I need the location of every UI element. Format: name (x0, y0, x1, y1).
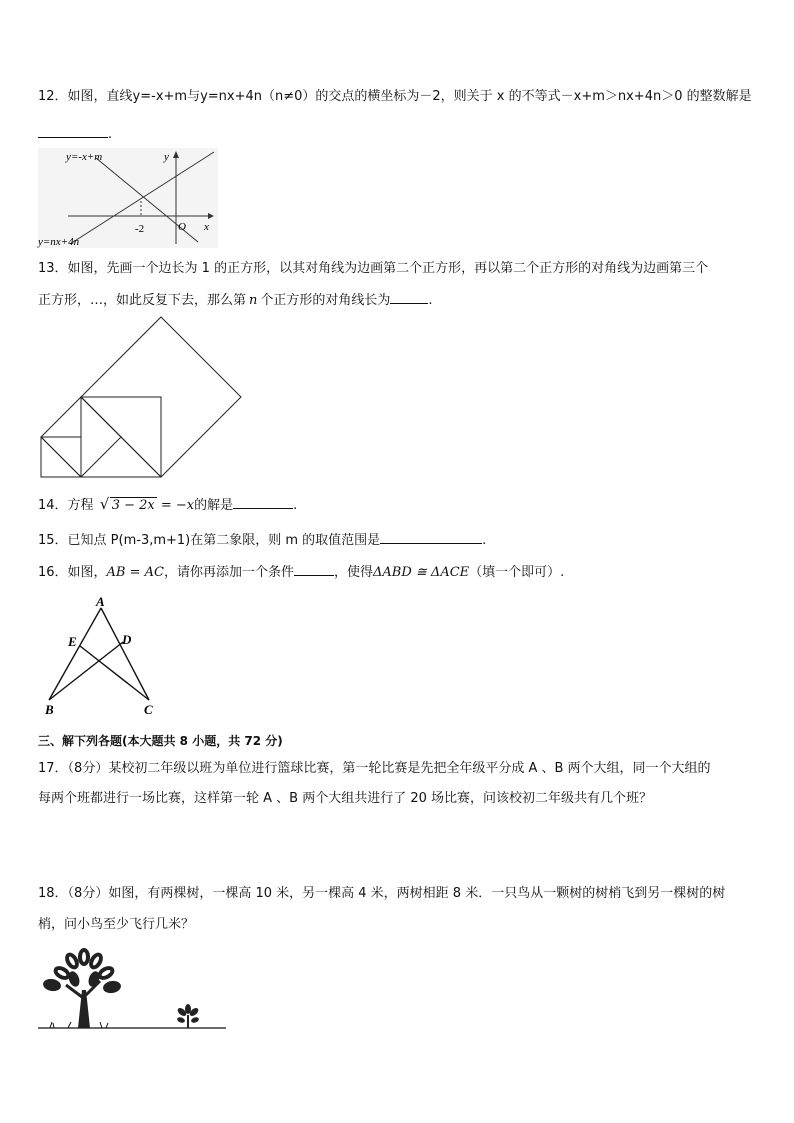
q18-tall-tree (42, 948, 122, 1028)
q16-suffix: （填一个即可）. (469, 565, 565, 580)
q12-period: . (108, 127, 113, 142)
q15-period: . (482, 533, 487, 548)
q13-figure (38, 326, 243, 476)
q13-answer-blank[interactable] (390, 290, 428, 304)
q14-period: . (293, 498, 298, 513)
q12-label-line1: y=-x+m (66, 151, 103, 163)
q12-label-tick: -2 (135, 223, 145, 235)
q17-line2: 每两个班都进行一场比赛，这样第一轮 A 、B 两个大组共进行了 20 场比赛，问该校初二年级共有几个班？ (38, 791, 653, 806)
q18-line2: 梢，问小鸟至少飞行几米？ (38, 917, 195, 932)
q18-figure (38, 945, 228, 1035)
q14-equation-rhs: = −x (160, 498, 195, 513)
q12-line1: 12．如图，直线y=-x+m与y=nx+4n（n≠0）的交点的横坐标为－2，则关于 x 的不等式－x+m＞nx+4n＞0 的整数解是 (38, 89, 752, 104)
q16-label-a: A (96, 594, 105, 609)
q14-sqrt (100, 497, 157, 515)
q17-line1: 17．（8分）某校初二年级以班为单位进行篮球比赛，第一轮比赛是先把全年级平分成 A 、B 两个大组，同一个大组的 (38, 761, 711, 776)
q13-line1: 13．如图，先画一个边长为 1 的正方形，以其对角线为边画第二个正方形，再以第二个正方形的对角线为边画第三个 (38, 261, 709, 276)
q13-var-n: n (249, 293, 258, 308)
q12-answer-line (38, 124, 112, 144)
q14-line (38, 495, 297, 515)
q15-text: 15．已知点 P(m-3,m+1)在第二象限，则 m 的取值范围是 (38, 533, 381, 548)
q12-label-x: x (204, 221, 209, 233)
q16-math-congruence: ΔABD ≅ ΔACE (373, 565, 470, 580)
q14-prefix: 14．方程 (38, 498, 94, 513)
q14-sqrt-content: 3 − 2x (111, 498, 155, 513)
section3-heading: 三、解下列各题(本大题共 8 小题，共 72 分) (38, 734, 283, 748)
q16-line (38, 562, 564, 582)
q18-line1: 18．（8分）如图，有两棵树，一棵高 10 米，另一棵高 4 米，两树相距 8 米．一只鸟从一颗树的树梢飞到另一棵树的树 (38, 886, 726, 901)
q12-label-origin: O (178, 221, 186, 233)
q16-label-b: B (45, 702, 54, 717)
q12-figure-background (38, 148, 218, 248)
q12-label-y: y (164, 151, 169, 163)
q13-line2-a: 正方形，…，如此反复下去，那么第 (38, 293, 247, 308)
q12-answer-blank[interactable] (38, 124, 108, 138)
q16-label-c: C (144, 702, 153, 717)
q16-prefix: 16．如图， (38, 565, 107, 580)
q14-suffix: 的解是 (194, 498, 234, 513)
q16-side-ab (49, 608, 101, 700)
q13-line2-b: 个正方形的对角线长为 (260, 293, 391, 308)
q15-answer-blank[interactable] (380, 530, 482, 544)
q16-answer-blank[interactable] (294, 562, 334, 576)
q16-segment-ce (80, 646, 149, 700)
q13-period: . (428, 293, 433, 308)
q16-label-e: E (68, 634, 77, 649)
q14-answer-blank[interactable] (233, 495, 293, 509)
q16-mid2: ，使得 (334, 565, 374, 580)
q13-line2 (38, 290, 433, 310)
q16-figure (40, 594, 160, 719)
q14-radical-sign: √ (99, 495, 110, 513)
q16-label-d: D (122, 632, 132, 647)
q18-small-tree (176, 1004, 200, 1028)
q12-figure (38, 148, 218, 248)
q12-label-line2: y=nx+4n (38, 236, 80, 248)
q15-line (38, 530, 486, 550)
q16-mid: ，请你再添加一个条件 (163, 565, 294, 580)
q16-math-ab-ac: AB = AC (106, 565, 164, 580)
